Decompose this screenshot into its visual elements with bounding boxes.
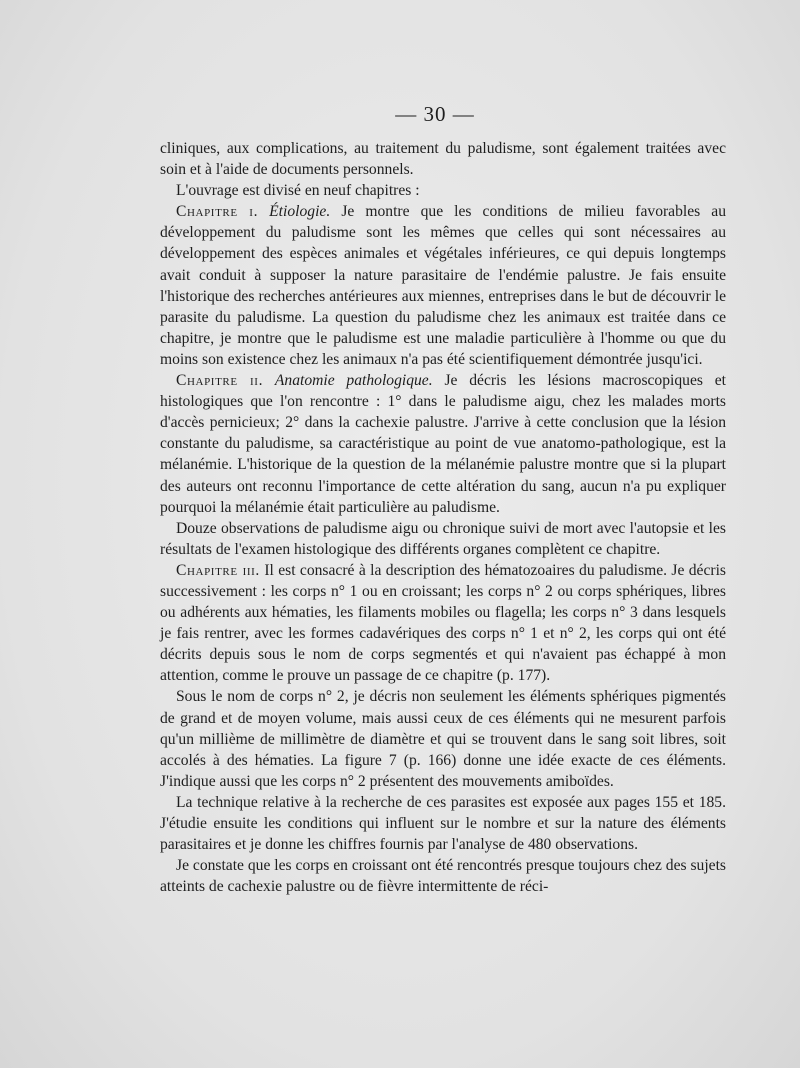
paragraph-text: Il est consacré à la description des hématozoaires du paludisme. Je décris successivement : les corps n° 1 ou en croissant; les corps n° 2 ou corps sphériques, libres ou adhérents aux hématies, les filaments mobiles ou flagella; les corps n° 3 dans lesquels je fais rentrer, avec les formes cadavériques des corps n° 1 et n° 2, les corps qui ont été décrits depuis sous le nom de corps segmentés et qui n'avaient pas échappé à mon attention, comme le prouve un passage de ce chapitre (p. 177).	[160, 561, 726, 685]
chapter-label: Chapitre iii.	[176, 561, 260, 579]
chapter-label: Chapitre ii.	[176, 372, 264, 390]
paragraph: Douze observations de paludisme aigu ou chronique suivi de mort avec l'autopsie et les résultats de l'examen histologique des différents organes complètent ce chapitre.	[160, 519, 726, 558]
paragraph-chapter-2	[160, 370, 726, 518]
paragraph-text: Je décris les lésions macroscopiques et histologiques que l'on rencontre : 1° dans le paludisme aigu, chez les malades morts d'accès pernicieux; 2° dans la cachexie palustre. J'arrive à cette conclusion que la lésion constante du paludisme, sa caractéristique au point de vue anatomo-pathologique, est la mélanémie. L'historique de la question de la mélanémie palustre montre que si la plupart des auteurs ont reconnu l'importance de cette altération du sang, aucun n'a pu expliquer pourquoi la mélanémie était particulière au paludisme.	[160, 372, 726, 516]
paragraph: Sous le nom de corps n° 2, je décris non seulement les éléments sphériques pigmentés de grand et de moyen volume, mais aussi ceux de ces éléments qui ne mesurent parfois qu'un millième de millimètre de diamètre et qui se trouvent dans le sang soit libres, soit accolés à des hématies. La figure 7 (p. 166) donne une idée exacte de ces éléments. J'indique aussi que les corps n° 2 présentent des mouvements amiboïdes.	[160, 688, 726, 790]
paragraph: La technique relative à la recherche de ces parasites est exposée aux pages 155 et 185. J'étudie ensuite les conditions qui influent sur le nombre et sur la nature des éléments parasitaires et je donne les chiffres fournis par l'analyse de 480 observations.	[160, 793, 726, 854]
paragraph: L'ouvrage est divisé en neuf chapitres :	[176, 182, 420, 200]
paragraph-chapter-1	[160, 201, 726, 370]
paragraph: Je constate que les corps en croissant ont été rencontrés presque toujours chez des sujets atteints de cachexie palustre ou de fièvre intermittente de réci-	[160, 857, 726, 896]
chapter-title: Anatomie pathologique.	[274, 372, 433, 390]
body-text	[160, 138, 726, 897]
chapter-label: Chapitre i.	[176, 203, 259, 221]
paragraph: cliniques, aux complications, au traitement du paludisme, sont également traitées avec soin et à l'aide de documents personnels.	[160, 140, 726, 179]
paragraph-text: Je montre que les conditions de milieu favorables au développement du paludisme sont les mêmes que celles qui sont nécessaires au développement des espèces animales et végétales inférieures, ce qui depuis longtemps avait conduit à supposer la nature parasitaire de l'endémie palustre. Je fais ensuite l'historique des recherches antérieures aux miennes, entreprises dans le but de découvrir le parasite du paludisme. La question du paludisme chez les animaux est traitée dans ce chapitre, je montre que le paludisme est une maladie particulière à l'homme ou que du moins son existence chez les animaux n'a pas été scientifiquement démontrée jusqu'ici.	[160, 203, 727, 368]
chapter-title: Étiologie.	[269, 203, 331, 221]
paragraph-chapter-3	[160, 560, 726, 687]
page-number: — 30 —	[395, 102, 475, 126]
